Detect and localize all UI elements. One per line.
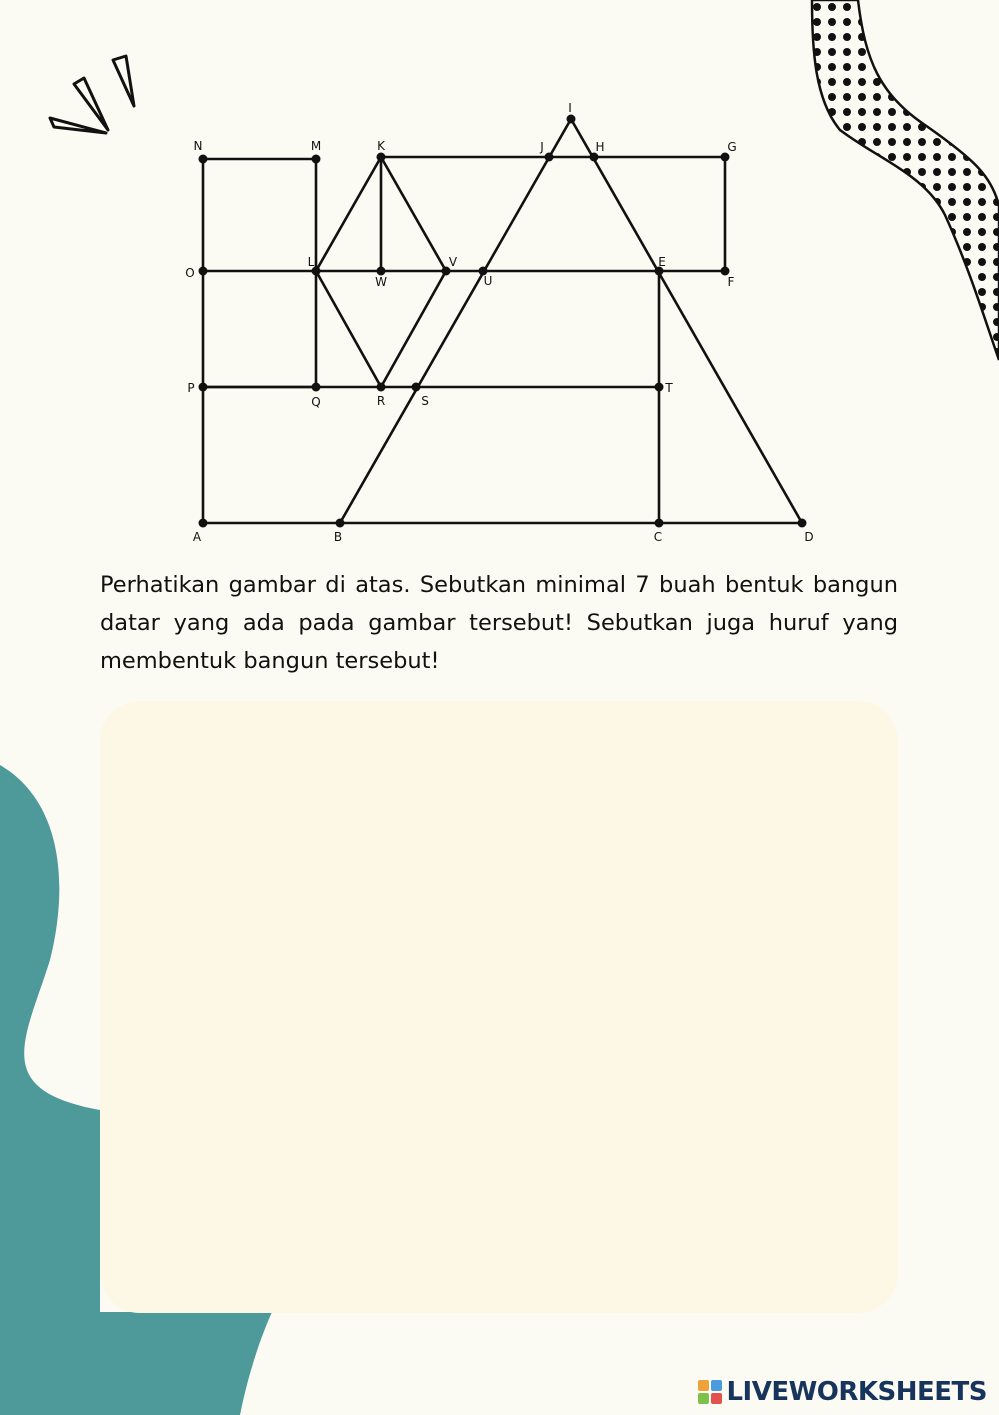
figure-points: [199, 115, 807, 528]
point-A: [199, 519, 208, 528]
brand-mark-square: [711, 1393, 722, 1404]
question-text: Perhatikan gambar di atas. Sebutkan minimal 7 buah bentuk bangun datar yang ada pada gambar tersebut! Sebutkan juga huruf yang membentuk bangun tersebut!: [100, 572, 898, 674]
segment-IB: [340, 119, 571, 523]
segment-KL: [316, 157, 381, 271]
point-label-K: K: [377, 139, 385, 153]
point-label-E: E: [658, 255, 666, 269]
point-Q: [312, 383, 321, 392]
brand-mark-square: [711, 1380, 722, 1391]
point-label-R: R: [376, 394, 386, 408]
point-J: [545, 153, 554, 162]
brand-mark-icon: [698, 1380, 722, 1404]
point-label-H: H: [595, 140, 605, 154]
segment-LR: [316, 271, 381, 387]
geometry-figure: [0, 0, 999, 560]
point-label-U: U: [483, 274, 493, 288]
point-label-V: V: [448, 255, 458, 269]
point-label-N: N: [193, 139, 203, 153]
brand-mark-square: [698, 1380, 709, 1391]
answer-box[interactable]: [100, 701, 898, 1313]
segment-RV: [381, 271, 446, 387]
figure-lines: [203, 119, 802, 523]
point-I: [567, 115, 576, 124]
point-label-J: J: [540, 140, 544, 154]
point-label-W: W: [375, 275, 387, 289]
point-label-B: B: [333, 530, 343, 544]
point-label-S: S: [421, 394, 429, 408]
point-label-C: C: [653, 530, 663, 544]
point-P: [199, 383, 208, 392]
point-label-M: M: [310, 139, 322, 153]
point-K: [377, 153, 386, 162]
point-label-L: L: [307, 255, 315, 269]
point-label-D: D: [804, 530, 814, 544]
point-O: [199, 267, 208, 276]
point-label-O: O: [185, 266, 195, 280]
brand-mark-square: [698, 1393, 709, 1404]
brand-name: LIVEWORKSHEETS: [726, 1377, 987, 1407]
point-label-T: T: [665, 381, 673, 395]
point-label-F: F: [727, 275, 735, 289]
point-M: [312, 155, 321, 164]
point-C: [655, 519, 664, 528]
point-T: [655, 383, 664, 392]
point-S: [412, 383, 421, 392]
point-label-P: P: [187, 381, 195, 395]
segment-KV: [381, 157, 446, 271]
point-B: [336, 519, 345, 528]
point-label-Q: Q: [311, 395, 321, 409]
brand-logo: [698, 1377, 987, 1407]
figure-labels: [185, 101, 813, 544]
point-label-G: G: [727, 140, 737, 154]
point-D: [798, 519, 807, 528]
point-N: [199, 155, 208, 164]
point-label-A: A: [192, 530, 202, 544]
segment-ID: [571, 119, 802, 523]
point-R: [377, 383, 386, 392]
point-label-I: I: [568, 101, 572, 115]
